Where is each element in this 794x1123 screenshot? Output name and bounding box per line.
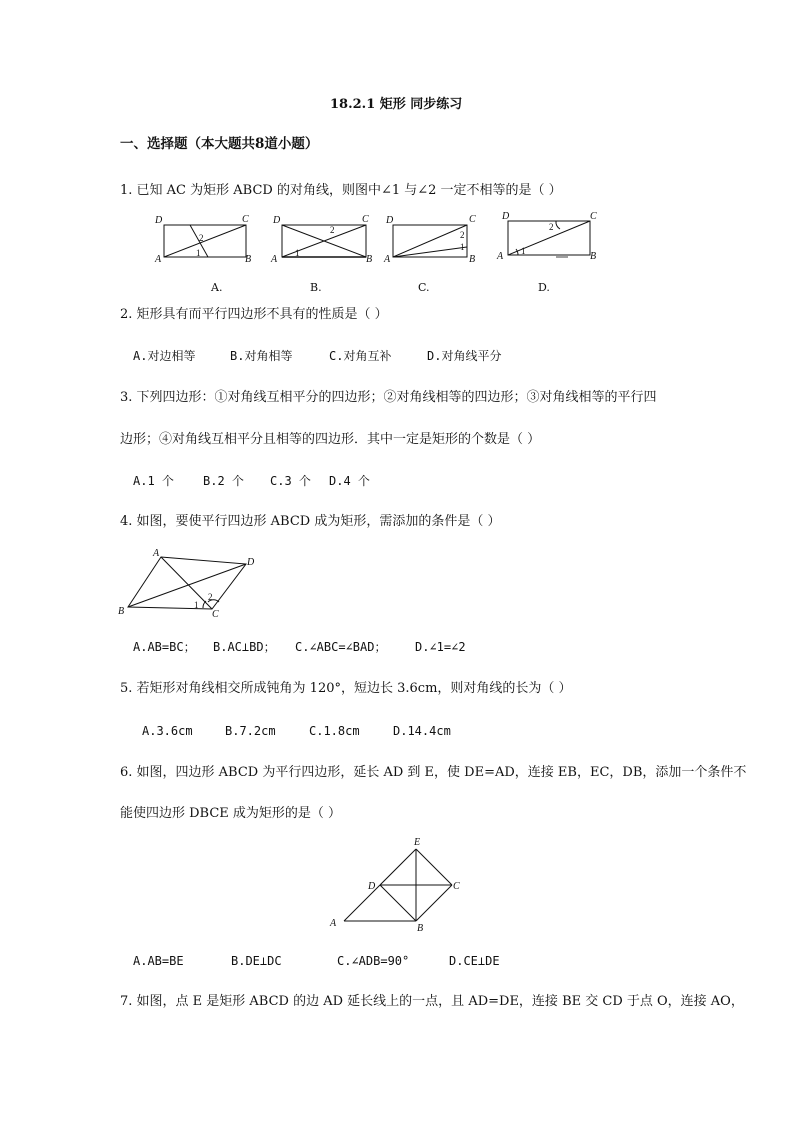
q6-label-d: D bbox=[368, 881, 376, 892]
q4-parallelogram-figure bbox=[114, 545, 264, 620]
q6-option-b: B.DE⊥DC bbox=[231, 954, 282, 968]
q1c-label-c: C bbox=[469, 214, 476, 225]
q2-option-c: C.对角互补 bbox=[329, 349, 392, 363]
question-3-line-2: 边形；④对角线互相平分且相等的四边形．其中一定是矩形的个数是（ ） bbox=[120, 432, 541, 447]
q5-option-b: B.7.2cm bbox=[225, 724, 276, 738]
q1a-label-a: A bbox=[155, 254, 162, 265]
q1b-angle-2: 2 bbox=[330, 225, 335, 235]
q1c-label-b: B bbox=[469, 254, 476, 265]
q1-caption-d: D. bbox=[538, 281, 550, 294]
q1-figure-b bbox=[270, 210, 382, 268]
question-1-stem: 1. 已知 AC 为矩形 ABCD 的对角线，则图中∠1 与∠2 一定不相等的是（ ） bbox=[120, 183, 562, 198]
q1-figure-a bbox=[152, 210, 262, 268]
q6-label-e: E bbox=[414, 837, 421, 848]
q3-option-d: D.4 个 bbox=[329, 474, 370, 488]
q6-option-c: C.∠ADB=90° bbox=[337, 954, 410, 968]
q1-caption-c: C. bbox=[418, 281, 430, 294]
q4-option-d: D.∠1=∠2 bbox=[415, 640, 466, 654]
q6-option-a: A.AB=BE bbox=[133, 954, 184, 968]
q4-label-d: D bbox=[247, 557, 255, 568]
q6-option-d: D.CE⊥DE bbox=[449, 954, 500, 968]
q1a-angle-2: 2 bbox=[199, 233, 204, 243]
q2-option-a: A.对边相等 bbox=[133, 349, 196, 363]
question-5-stem: 5. 若矩形对角线相交所成钝角为 120°，短边长 3.6cm，则对角线的长为（ ） bbox=[120, 681, 572, 696]
question-6-line-2: 能使四边形 DBCE 成为矩形的是（ ） bbox=[120, 806, 342, 821]
q1b-label-a: A bbox=[271, 254, 278, 265]
question-3-line-1: 3. 下列四边形：①对角线互相平分的四边形；②对角线相等的四边形；③对角线相等的平行四 bbox=[120, 390, 657, 405]
q3-option-c: C.3 个 bbox=[270, 474, 311, 488]
q6-label-a: A bbox=[330, 918, 337, 929]
q1a-label-b: B bbox=[245, 254, 252, 265]
q1d-label-a: A bbox=[497, 251, 504, 262]
q6-label-b: B bbox=[417, 923, 424, 934]
q4-option-c: C.∠ABC=∠BAD； bbox=[295, 640, 387, 654]
question-7-stem: 7. 如图，点 E 是矩形 ABCD 的边 AD 延长线上的一点，且 AD=DE，连接 BE 交 CD 于点 O，连接 AO， bbox=[120, 994, 744, 1009]
q2-option-b: B.对角相等 bbox=[230, 349, 293, 363]
q1-figure-d bbox=[494, 207, 604, 267]
q1d-label-c: C bbox=[590, 211, 597, 222]
q1c-label-d: D bbox=[386, 215, 394, 226]
q5-option-a: A.3.6cm bbox=[142, 724, 193, 738]
q1b-label-b: B bbox=[366, 254, 373, 265]
q4-option-b: B.AC⊥BD； bbox=[213, 640, 276, 654]
q5-option-c: C.1.8cm bbox=[309, 724, 360, 738]
q6-label-c: C bbox=[453, 881, 460, 892]
page-title: 18.2.1 矩形 同步练习 bbox=[330, 97, 463, 112]
question-2-stem: 2. 矩形具有而平行四边形不具有的性质是（ ） bbox=[120, 307, 388, 322]
q4-angle-1: 1 bbox=[194, 600, 199, 610]
q1a-angle-1: 1 bbox=[196, 248, 201, 258]
q1-figure-c bbox=[383, 210, 483, 268]
q1a-label-d: D bbox=[155, 215, 163, 226]
q1b-angle-1: 1 bbox=[295, 248, 300, 258]
q1d-label-b: B bbox=[590, 251, 597, 262]
q1d-angle-2: 2 bbox=[549, 222, 554, 232]
q1a-label-c: C bbox=[242, 214, 249, 225]
q1-caption-a: A. bbox=[211, 281, 223, 294]
question-4-stem: 4. 如图，要使平行四边形 ABCD 成为矩形，需添加的条件是（ ） bbox=[120, 514, 501, 529]
q4-label-c: C bbox=[212, 609, 219, 620]
section-heading: 一、选择题（本大题共8道小题） bbox=[120, 136, 319, 152]
q4-angle-2: 2 bbox=[208, 592, 213, 602]
q5-option-d: D.14.4cm bbox=[393, 724, 451, 738]
q6-figure bbox=[322, 833, 467, 938]
q1c-angle-1: 1 bbox=[460, 242, 465, 252]
q3-option-a: A.1 个 bbox=[133, 474, 174, 488]
q2-option-d: D.对角线平分 bbox=[427, 349, 502, 363]
q1b-label-c: C bbox=[362, 214, 369, 225]
q1c-angle-2: 2 bbox=[460, 230, 465, 240]
q4-label-a: A bbox=[153, 548, 160, 559]
q4-option-a: A.AB=BC； bbox=[133, 640, 196, 654]
question-6-line-1: 6. 如图，四边形 ABCD 为平行四边形，延长 AD 到 E，使 DE=AD，连接 EB，EC，DB，添加一个条件不 bbox=[120, 765, 747, 780]
q4-label-b: B bbox=[118, 606, 125, 617]
q1d-angle-1: 1 bbox=[521, 246, 526, 256]
q1d-label-d: D bbox=[502, 211, 510, 222]
q1-caption-b: B. bbox=[310, 281, 322, 294]
q1c-label-a: A bbox=[384, 254, 391, 265]
q1b-label-d: D bbox=[273, 215, 281, 226]
q3-option-b: B.2 个 bbox=[203, 474, 244, 488]
